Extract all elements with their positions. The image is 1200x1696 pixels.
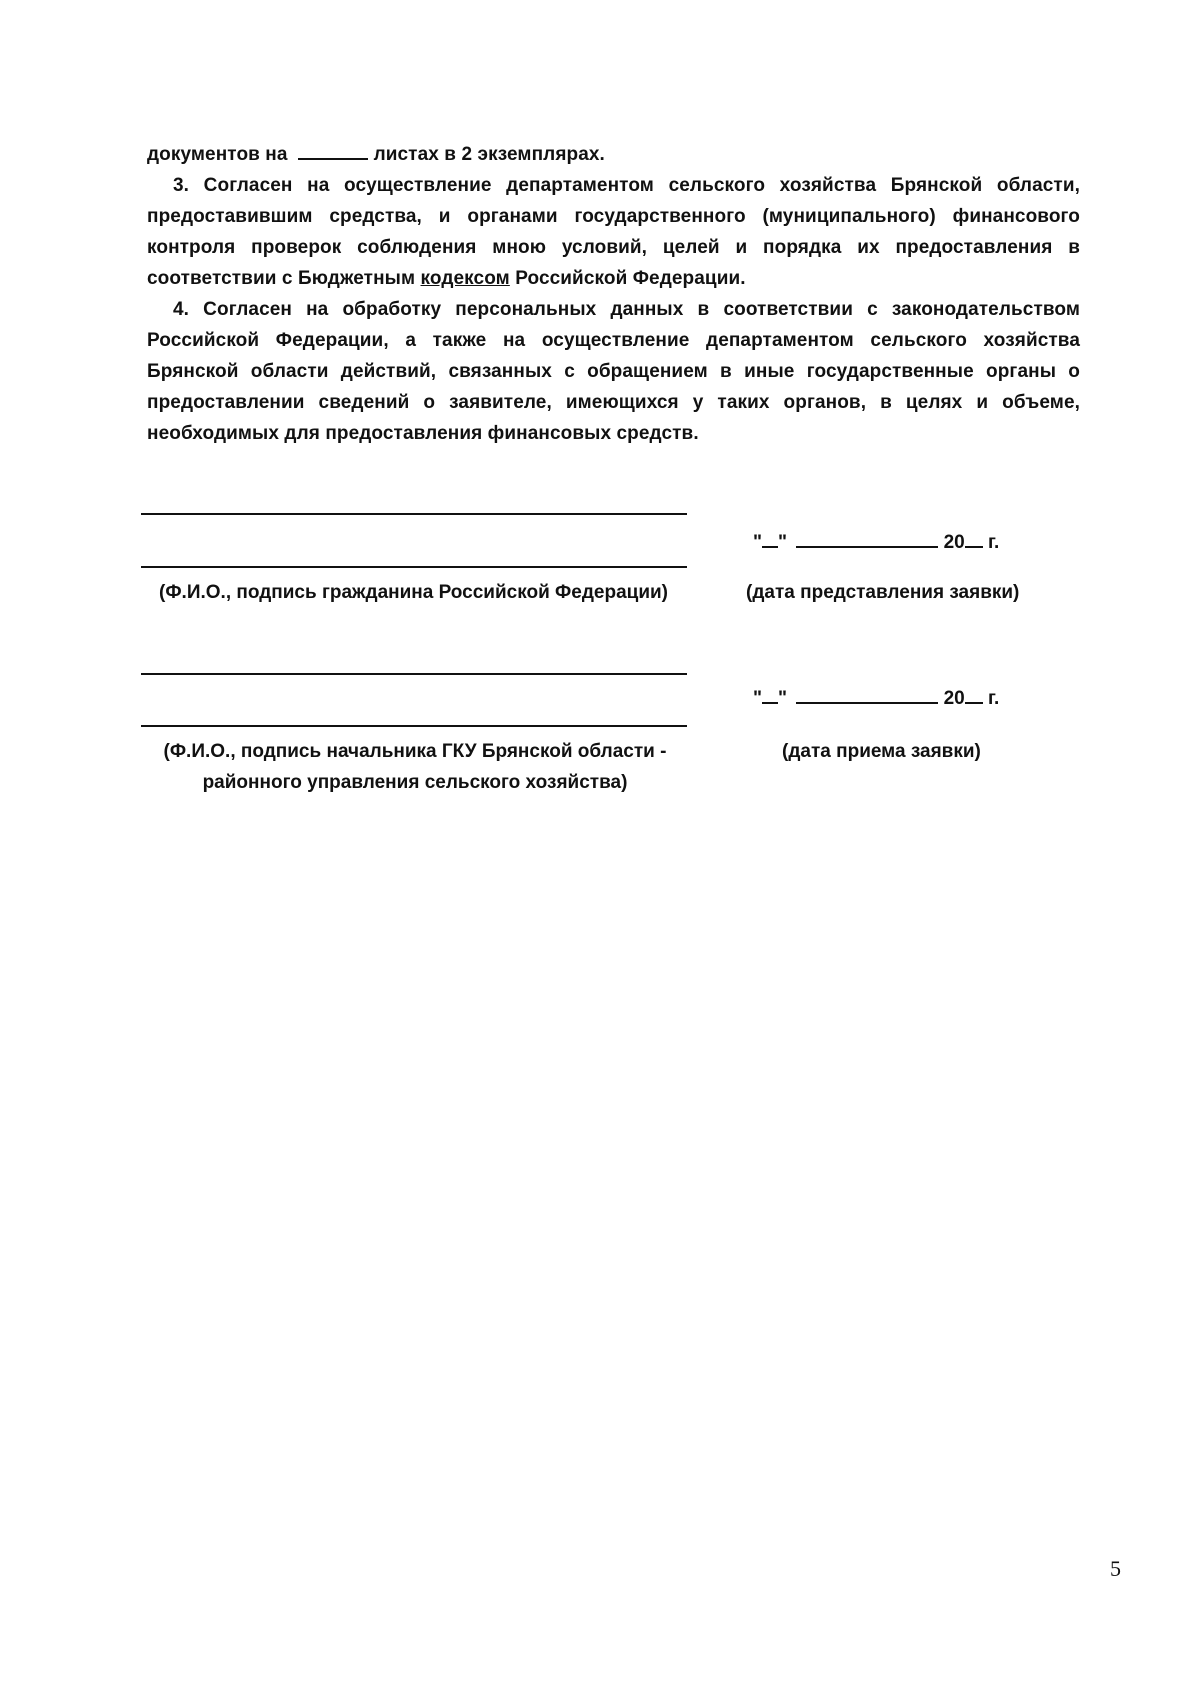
date-quote-open: " [753, 532, 763, 553]
paragraph-3 [147, 170, 1080, 294]
date-quote-open: " [753, 688, 763, 709]
date-quote-close: " [778, 532, 788, 553]
official-caption-line-1: (Ф.И.О., подпись начальника ГКУ Брянской области - [163, 741, 667, 762]
acceptance-date-caption: (дата приема заявки) [782, 741, 981, 762]
application-date-caption: (дата представления заявки) [746, 582, 1020, 603]
documents-count-suffix: листах в 2 экземплярах. [373, 144, 605, 165]
month-blank [796, 684, 938, 704]
acceptance-date-field [753, 684, 999, 710]
paragraph-4: 4. Согласен на обработку персональных данных в соответствии с законодательством Российской Федерации, а также на осуществление департаментом сельского хозяйства Брянской области действий, связанных с обращением в иные государственные органы о предоставлении сведений о заявителе, имеющихся у таких органов, в целях и объеме, необходимых для предоставления финансовых средств. [147, 299, 1080, 444]
day-blank [762, 528, 778, 548]
day-blank [762, 684, 778, 704]
signature-line-2a [141, 673, 687, 675]
signature-line-1b [141, 566, 687, 568]
year-prefix: 20 [943, 532, 965, 553]
year-blank [965, 528, 983, 548]
documents-count-line [147, 138, 1080, 170]
document-body [147, 138, 1080, 449]
year-suffix: г. [988, 688, 1000, 709]
month-blank [796, 528, 938, 548]
page-number: 5 [1110, 1556, 1121, 1581]
application-date-field [753, 528, 999, 554]
date-quote-close: " [778, 688, 788, 709]
official-signature-caption [160, 736, 670, 798]
citizen-signature-caption: (Ф.И.О., подпись гражданина Российской Федерации) [159, 582, 669, 603]
sheets-count-blank [298, 138, 368, 160]
official-caption-line-2: районного управления сельского хозяйства) [202, 772, 628, 793]
signature-line-2b [141, 725, 687, 727]
paragraph-3-end: Российской Федерации. [509, 268, 746, 289]
budget-code-link[interactable]: кодексом [420, 268, 510, 289]
signature-line-1a [141, 513, 687, 515]
year-prefix: 20 [943, 688, 965, 709]
year-suffix: г. [988, 532, 1000, 553]
year-blank [965, 684, 983, 704]
paragraph-3-text: 3. Согласен на осуществление департаментом сельского хозяйства Брянской области, предоставившим средства, и органами государственного (муниципального) финансового контроля проверок соблюдения мною условий, целей и порядка их предоставления в соответствии с Бюджетным [147, 175, 1080, 289]
documents-count-prefix: документов на [147, 144, 288, 165]
